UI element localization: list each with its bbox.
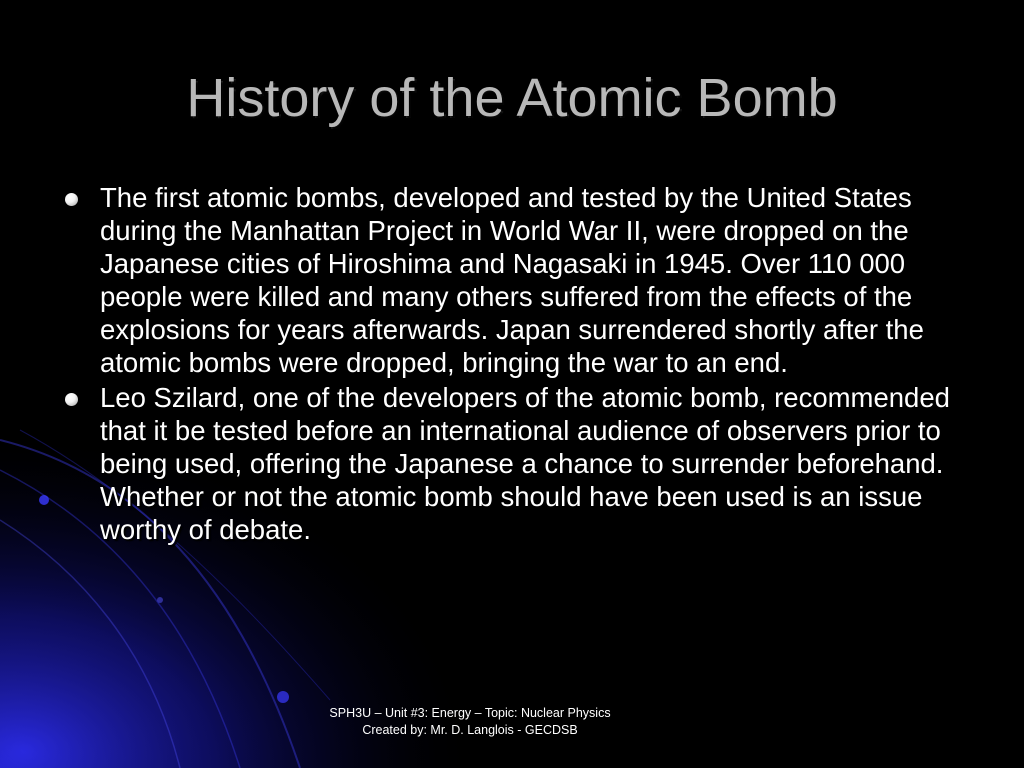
slide-footer xyxy=(230,705,710,739)
bullet-text: Leo Szilard, one of the developers of the atomic bomb, recommended that it be tested before an international audience of observers prior to being used, offering the Japanese a chance to surrender beforehand. Whether or not the atomic bomb should have been used is an issue worthy of debate. xyxy=(100,382,950,545)
bullet-icon xyxy=(65,193,78,206)
slide-title: History of the Atomic Bomb xyxy=(186,68,838,128)
bullet-text: The first atomic bombs, developed and tested by the United States during the Manhattan Project in World War II, were dropped on the Japanese cities of Hiroshima and Nagasaki in 1945. Over 110 000 people were killed and many others suffered from the effects of the explosions for years afterwards. Japan surrendered shortly after the atomic bombs were dropped, bringing the war to an end. xyxy=(100,182,924,378)
bullet-item xyxy=(60,181,970,379)
bullet-icon xyxy=(65,393,78,406)
footer-author-line: Created by: Mr. D. Langlois - GECDSB xyxy=(362,723,578,737)
footer-course-line: SPH3U – Unit #3: Energy – Topic: Nuclear Physics xyxy=(329,706,611,720)
bullet-list xyxy=(60,181,970,548)
bullet-item xyxy=(60,381,970,546)
